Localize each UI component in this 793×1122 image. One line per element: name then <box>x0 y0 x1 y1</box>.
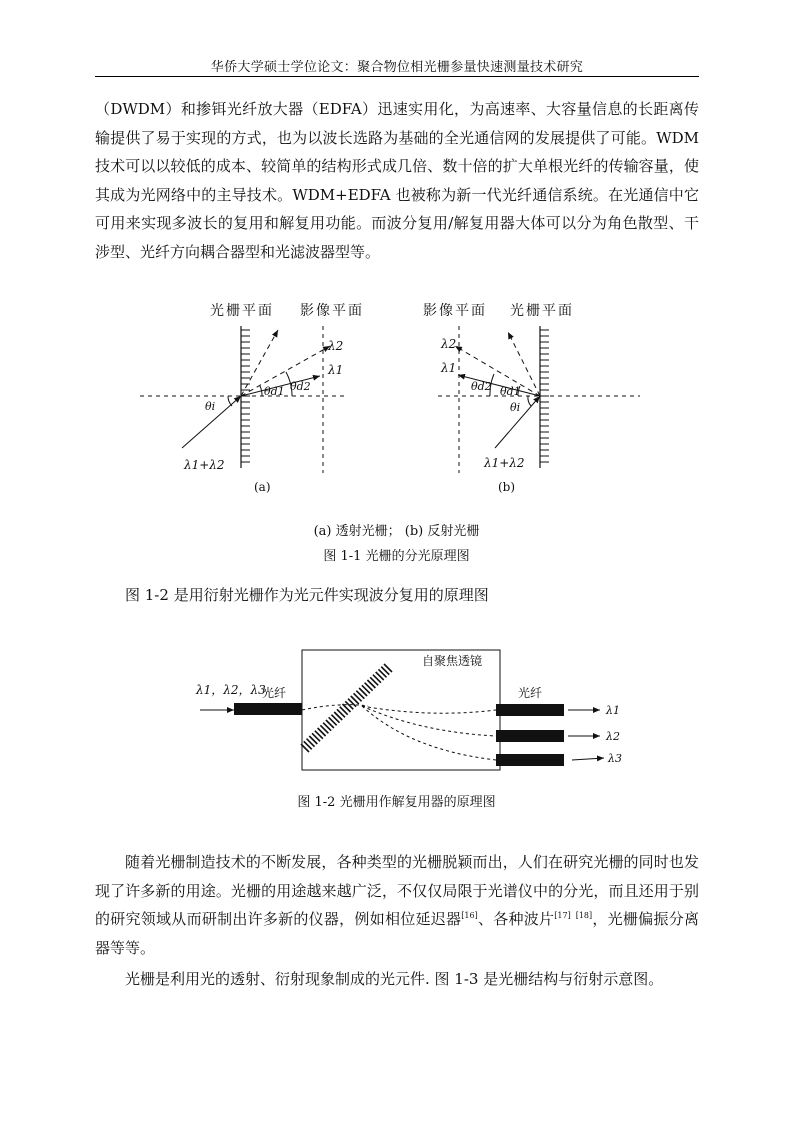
panel-a-lambda2: λ2 <box>328 339 344 353</box>
figure-1-1-subcaption: (a) 透射光栅； (b) 反射光栅 <box>313 524 480 539</box>
citation-18: [18] <box>575 911 593 920</box>
running-header: 华侨大学硕士学位论文：聚合物位相光栅参量快速测量技术研究 <box>210 60 584 75</box>
self-focusing-lens-box <box>302 650 500 770</box>
panel-a-theta-i: θi <box>205 400 216 413</box>
panel-b-grating-label: 光栅平面 <box>510 303 574 319</box>
panel-b-theta-d2: θd2 <box>471 380 492 393</box>
fiber-out-label: 光纤 <box>518 686 543 700</box>
panel-a <box>140 302 364 494</box>
input-fiber <box>234 703 302 715</box>
output-lambda1: λ1 <box>606 704 620 717</box>
figure-1-1 <box>0 298 793 498</box>
panel-b-incident: λ1+λ2 <box>484 456 525 470</box>
panel-b-theta-d1: θd1 <box>500 385 521 398</box>
panel-a-incident: λ1+λ2 <box>184 458 225 472</box>
panel-a-grating-label: 光栅平面 <box>210 303 274 319</box>
panel-b <box>423 302 640 494</box>
lens-label: 自聚焦透镜 <box>422 654 483 668</box>
paragraph-grating-uses <box>95 848 699 962</box>
figure-1-1-caption: 图 1-1 光栅的分光原理图 <box>323 549 470 564</box>
panel-b-theta-i: θi <box>510 401 521 414</box>
panel-a-theta-d2: θd2 <box>290 380 311 393</box>
figure-1-2-caption: 图 1-2 光栅用作解复用器的原理图 <box>297 795 496 810</box>
citation-17: [17] <box>554 911 571 920</box>
paragraph-wdm: （DWDM）和掺铒光纤放大器（EDFA）迅速实用化，为高速率、大容量信息的长距离传输提供了易于实现的方式，也为以波长选路为基础的全光通信网的发展提供了可能。WDM 技术可以以较低的成本、较简单的结构形式成几倍、数十倍的扩大单根光纤的传输容量，使其成为光网络中的主导技术。WDM+EDFA 也被称为新一代光纤通信系统。在光通信中它可用来实现多波长的复用和解复用功能。而波分复用/解复用器大体可以分为角色散型、干涉型、光纤方向耦合器型和光滤波器型等。 <box>95 100 699 261</box>
output-fiber-1 <box>496 704 564 716</box>
figure-1-2 <box>0 640 793 780</box>
panel-b-lambda1: λ1 <box>441 361 457 375</box>
paragraph-fig2-intro: 图 1-2 是用衍射光栅作为光元件实现波分复用的原理图 <box>125 586 489 604</box>
output-lambda2: λ2 <box>606 730 620 743</box>
output-fiber-3 <box>496 754 564 766</box>
uses-text-3: ，光栅偏振分离器等等。 <box>95 910 699 957</box>
paragraph-grating-definition: 光栅是利用光的透射、衍射现象制成的光元件. 图 1-3 是光栅结构与衍射示意图。 <box>125 970 664 988</box>
output-lambda3: λ3 <box>608 752 622 765</box>
output-fiber-2 <box>496 730 564 742</box>
fiber-in-label: 光纤 <box>262 686 287 700</box>
panel-b-image-label: 影像平面 <box>423 303 487 319</box>
panel-a-image-label: 影像平面 <box>300 303 364 319</box>
uses-text-2: 、各种波片 <box>477 910 555 928</box>
panel-a-lambda1: λ1 <box>328 363 344 377</box>
citation-16: [16] <box>461 911 478 920</box>
uses-text-1: 随着光栅制造技术的不断发展，各种类型的光栅脱颖而出，人们在研究光栅的同时也发现了许多新的用途。光栅的用途越来越广泛，不仅仅局限于光谱仪中的分光，而且还用于别的研究领域从而研制出许多新的仪器，例如相位延迟器 <box>95 853 699 928</box>
panel-a-theta-d1: θd1 <box>264 385 285 398</box>
input-lambdas: λ1，λ2，λ3 <box>196 683 266 697</box>
header-rule <box>95 76 699 77</box>
panel-a-tag: (a) <box>254 480 271 494</box>
panel-b-tag: (b) <box>498 480 516 494</box>
panel-b-lambda2: λ2 <box>441 337 457 351</box>
